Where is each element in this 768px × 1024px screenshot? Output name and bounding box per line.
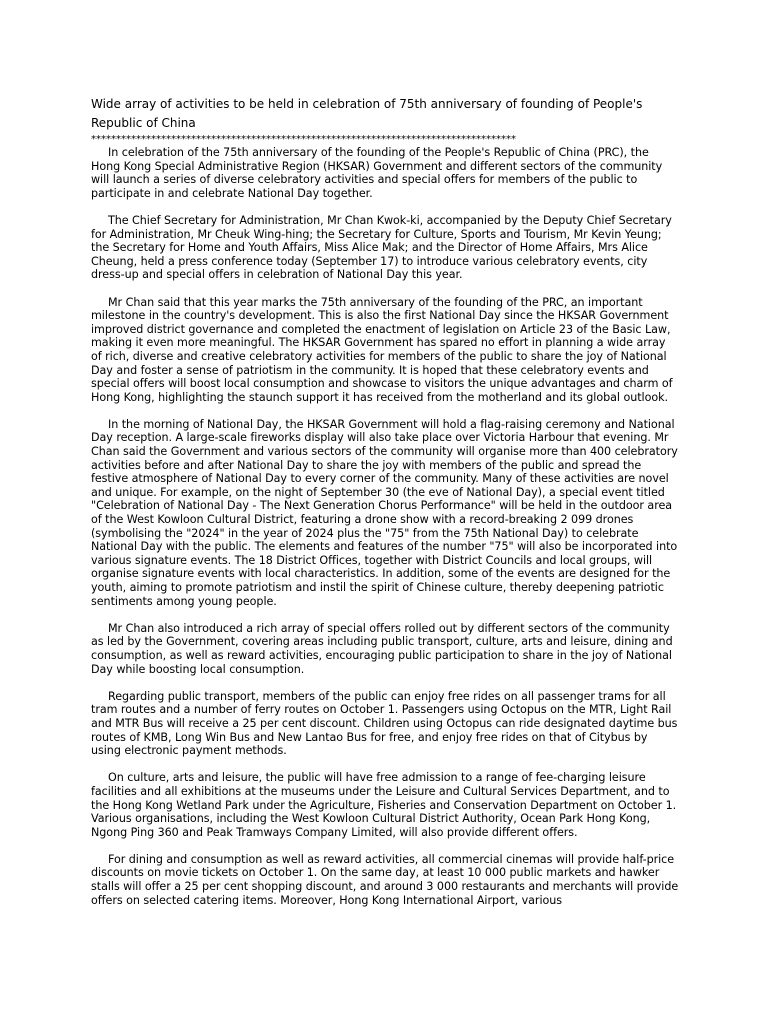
body-paragraph: For dining and consumption as well as reward activities, all commercial cinemas will provide half-price discounts on movie tickets on October 1. On the same day, at least 10 000 public markets and hawker stalls will offer a 25 per cent shopping discount, and around 3 000 restaurants and merchants will provide offers on selected catering items. Moreover, Hong Kong International Airport, various: [91, 852, 679, 907]
separator-line: *************************************************************************************: [91, 134, 516, 145]
body-paragraph: Mr Chan said that this year marks the 75th anniversary of the founding of the PRC, an important milestone in the country's development. This is also the first National Day since the HKSAR Government improved district governance and completed the enactment of legislation on Article 23 of the Basic Law, making it even more meaningful. The HKSAR Government has spared no effort in planning a wide array of rich, diverse and creative celebratory activities for members of the public to share the joy of National Day and foster a sense of patriotism in the community. It is hoped that these celebratory events and special offers will boost local consumption and showcase to visitors the unique advantages and charm of Hong Kong, highlighting the staunch support it has received from the motherland and its global outlook.: [91, 295, 673, 404]
body-paragraph: In celebration of the 75th anniversary of the founding of the People's Republic of China (PRC), the Hong Kong Special Administrative Region (HKSAR) Government and different sectors of the community will launch a series of diverse celebratory activities and special offers for members of the public to participate in and celebrate National Day together.: [91, 146, 663, 200]
body-paragraph: The Chief Secretary for Administration, Mr Chan Kwok-ki, accompanied by the Deputy Chief Secretary for Administration, Mr Cheuk Wing-hing; the Secretary for Culture, Sports and Tourism, Mr Kevin Yeung; the Secretary for Home and Youth Affairs, Miss Alice Mak; and the Director of Home Affairs, Mrs Alice Cheung, held a press conference today (September 17) to introduce various celebratory events, city dress-up and special offers in celebration of National Day this year.: [91, 213, 672, 282]
press-release: [91, 95, 679, 921]
page-title: Wide array of activities to be held in celebration of 75th anniversary of founding of People's Republic of China: [91, 97, 643, 130]
body-paragraph: In the morning of National Day, the HKSAR Government will hold a flag-raising ceremony and National Day reception. A large-scale fireworks display will also take place over Victoria Harbour that evening. Mr Chan said the Government and various sectors of the community will organise more than 400 celebratory activities before and after National Day to share the joy with members of the public and spread the festive atmosphere of National Day to every corner of the community. Many of these activities are novel and unique. For example, on the night of September 30 (the eve of National Day), a special event titled "Celebration of National Day - The Next Generation Chorus Performance" will be held in the outdoor area of the West Kowloon Cultural District, featuring a drone show with a record-breaking 2 099 drones (symbolising the "2024" in the year of 2024 plus the "75" from the 75th National Day) to celebrate National Day with the public. The elements and features of the number "75" will also be incorporated into various signature events. The 18 District Offices, together with District Councils and local groups, will organise signature events with local characteristics. In addition, some of the events are designed for the youth, aiming to promote patriotism and instil the spirit of Chinese culture, thereby deepening patriotic sentiments among young people.: [91, 417, 678, 608]
body-paragraph: Regarding public transport, members of the public can enjoy free rides on all passenger trams for all tram routes and a number of ferry routes on October 1. Passengers using Octopus on the MTR, Light Rail and MTR Bus will receive a 25 per cent discount. Children using Octopus can ride designated daytime bus routes of KMB, Long Win Bus and New Lantao Bus for free, and enjoy free rides on that of Citybus by using electronic payment methods.: [91, 689, 678, 758]
body-paragraph: Mr Chan also introduced a rich array of special offers rolled out by different sectors of the community as led by the Government, covering areas including public transport, culture, arts and leisure, dining and consumption, as well as reward activities, encouraging public participation to share in the joy of National Day while boosting local consumption.: [91, 621, 673, 676]
body-paragraph: On culture, arts and leisure, the public will have free admission to a range of fee-charging leisure facilities and all exhibitions at the museums under the Leisure and Cultural Services Department, and to the Hong Kong Wetland Park under the Agriculture, Fisheries and Conservation Department on October 1. Various organisations, including the West Kowloon Cultural District Authority, Ocean Park Hong Kong, Ngong Ping 360 and Peak Tramways Company Limited, will also provide different offers.: [91, 771, 677, 839]
